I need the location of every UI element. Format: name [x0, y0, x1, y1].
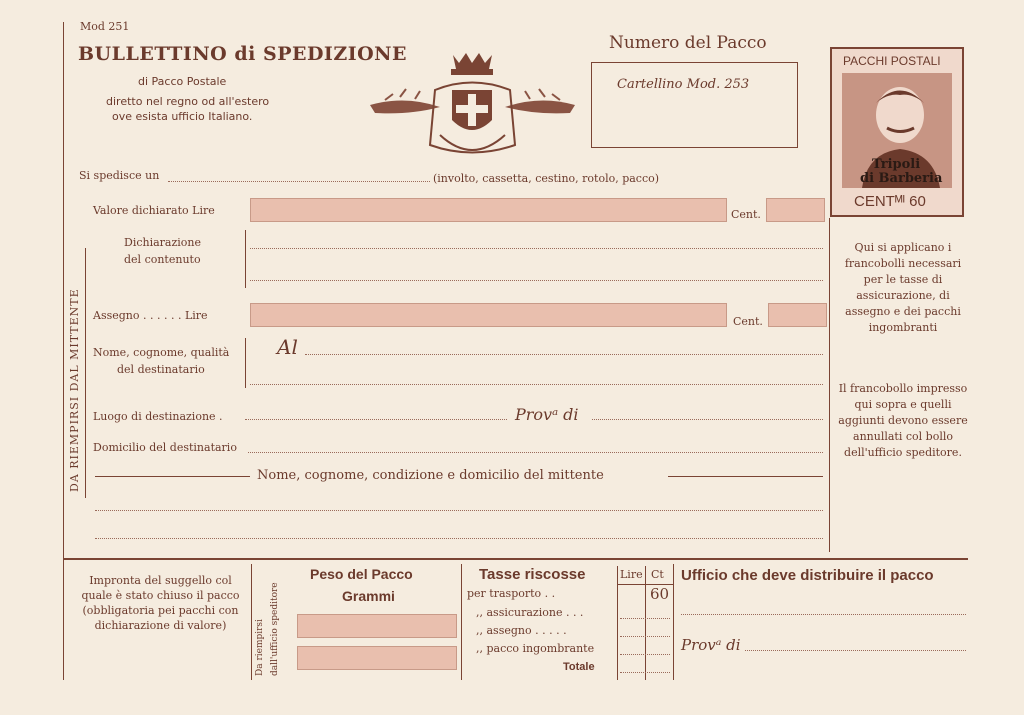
recipient-name-field2[interactable]	[250, 384, 823, 385]
shipment-type-field[interactable]	[168, 181, 430, 182]
weight-grams-label: Grammi	[342, 588, 395, 604]
cash-on-delivery-label: Assegno . . . . . . Lire	[93, 309, 208, 322]
fees-title: Tasse riscosse	[479, 566, 586, 583]
content-declaration-label1: Dichiarazione	[124, 236, 202, 249]
sender-details-label: Nome, cognome, condizione e domicilio del mittente	[257, 468, 604, 483]
cash-on-delivery-lire-field[interactable]	[250, 303, 727, 327]
form-destination-line1: diretto nel regno od all'estero	[106, 95, 270, 108]
stamp-top-text: PACCHI POSTALI	[843, 54, 941, 68]
content-bracket	[245, 230, 246, 288]
lire-column-header: Lire	[620, 568, 643, 581]
delivery-office-field[interactable]	[681, 614, 966, 615]
speditore-side-label2: dall'ufficio speditore	[270, 582, 280, 676]
form-subtitle: di Pacco Postale	[138, 75, 227, 88]
form-model-number: Mod 251	[80, 20, 130, 33]
total-fee-field[interactable]	[620, 672, 670, 673]
content-declaration-field2[interactable]	[250, 280, 823, 281]
recipient-name-label2: del destinatario	[117, 363, 205, 376]
recipient-name-label1: Nome, cognome, qualità	[93, 346, 230, 359]
imprinted-stamp	[830, 47, 964, 217]
stamp-value: CENTᴹᴵ 60	[854, 193, 926, 210]
content-declaration-field1[interactable]	[250, 248, 823, 249]
ct-column-header: Ct	[651, 568, 664, 581]
stamp-overprint-line2: di Barberia	[860, 171, 943, 186]
destination-province-label: Provᵃ di	[515, 405, 579, 424]
declared-value-lire-field[interactable]	[250, 198, 727, 222]
fee-cod: ,, assegno . . . . .	[476, 624, 567, 637]
content-declaration-label2: del contenuto	[124, 253, 201, 266]
savoy-coat-of-arms-icon	[365, 45, 580, 165]
seal-imprint-note: Impronta del suggello col quale è stato chiuso il pacco (obbligatoria pei pacchi con dichiarazione di valore)	[81, 574, 240, 632]
bulky-fee-field[interactable]	[620, 654, 670, 655]
cash-on-delivery-cent-field[interactable]	[768, 303, 827, 327]
stamp-overprint-line1: Tripoli	[872, 157, 921, 172]
fee-bulky: ,, pacco ingombrante	[476, 642, 595, 655]
sender-rule-left	[95, 476, 250, 477]
cash-on-delivery-cent-label: Cent.	[733, 315, 763, 328]
insurance-fee-field[interactable]	[620, 618, 670, 619]
bottom-left-line	[63, 558, 64, 680]
form-title: BULLETTINO di SPEDIZIONE	[78, 43, 407, 65]
speditore-side-label1: Da riempirsi	[255, 619, 265, 676]
destination-place-label: Luogo di destinazione .	[93, 410, 223, 423]
fee-insurance: ,, assicurazione . . .	[476, 606, 584, 619]
parcel-number-label: Numero del Pacco	[609, 33, 767, 53]
bottom-divider-3	[673, 564, 674, 680]
fees-total-label: Totale	[563, 661, 595, 673]
stamp-column-divider	[829, 218, 830, 552]
declared-value-cent-field[interactable]	[766, 198, 825, 222]
delivery-office-province-label: Provᵃ di	[681, 636, 741, 654]
cod-fee-field[interactable]	[620, 636, 670, 637]
bottom-divider-1	[251, 564, 252, 680]
recipient-address-label: Domicilio del destinatario	[93, 441, 237, 454]
parcel-number-box-text: Cartellino Mod. 253	[617, 77, 750, 92]
shipment-type-label: Si spedisce un	[79, 169, 160, 182]
declared-value-label: Valore dichiarato Lire	[93, 204, 215, 217]
destination-province-field[interactable]	[592, 419, 823, 420]
sender-rule-right	[668, 476, 823, 477]
weight-title: Peso del Pacco	[310, 566, 413, 582]
weight-field-1[interactable]	[297, 614, 457, 638]
recipient-bracket	[245, 338, 246, 388]
stamp-application-note: Qui si applicano i francobolli necessari per le tasse di assicurazione, di assegno e dei pacchi ingombranti	[844, 241, 962, 334]
sender-details-field2[interactable]	[95, 538, 823, 539]
bottom-section-top-rule	[63, 558, 968, 560]
sender-section-line	[85, 248, 86, 498]
delivery-office-title: Ufficio che deve distribuire il pacco	[681, 567, 934, 584]
weight-field-2[interactable]	[297, 646, 457, 670]
stamp-cancellation-note: Il francobollo impresso qui sopra e quelli aggiunti devono essere annullati col bollo dell'ufficio speditore.	[838, 382, 968, 459]
destination-place-field[interactable]	[245, 419, 507, 420]
fee-transport: per trasporto . .	[467, 587, 556, 600]
declared-value-cent-label: Cent.	[731, 208, 761, 221]
bottom-divider-2	[461, 564, 462, 680]
sender-side-label: DA RIEMPIRSI DAL MITTENTE	[68, 288, 81, 492]
recipient-name-field1[interactable]	[305, 354, 823, 355]
recipient-address-field[interactable]	[248, 452, 823, 453]
delivery-office-province-field[interactable]	[745, 650, 966, 651]
form-destination-line2: ove esista ufficio Italiano.	[112, 110, 253, 123]
shipment-type-options: (involto, cassetta, cestino, rotolo, pacco)	[433, 172, 660, 185]
sender-details-field1[interactable]	[95, 510, 823, 511]
parcel-number-box[interactable]	[591, 62, 798, 148]
recipient-al-text: Al	[277, 335, 298, 359]
transport-fee-cents: 60	[650, 585, 670, 603]
left-margin-line	[63, 22, 64, 558]
